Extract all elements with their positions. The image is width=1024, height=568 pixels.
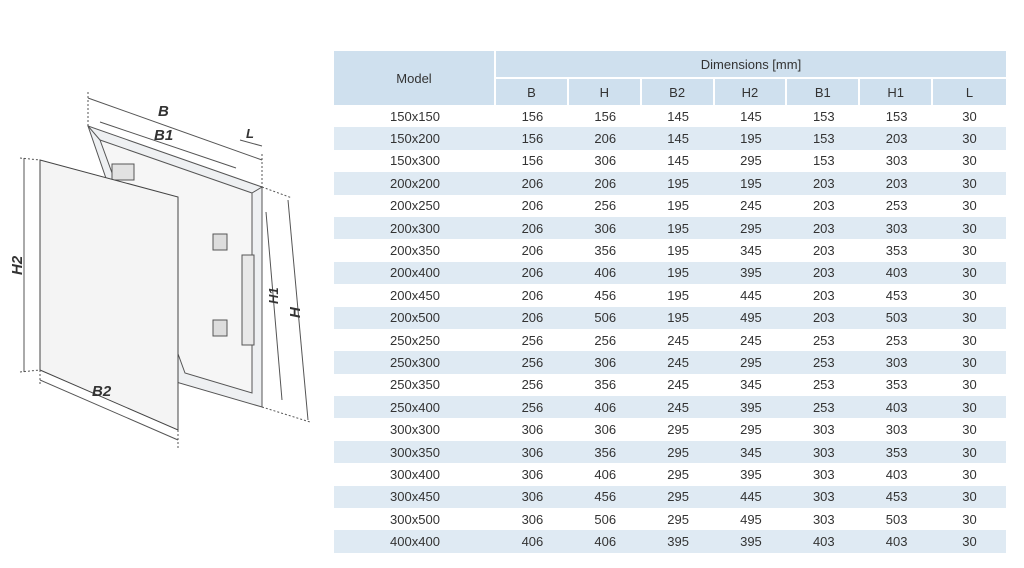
value-cell: 30	[933, 441, 1006, 463]
model-cell: 150x150	[390, 108, 440, 124]
value-cell: 303	[860, 351, 933, 373]
value-cell: 245	[667, 377, 689, 393]
value-cell: 156	[496, 127, 569, 149]
value-cell: 403	[860, 262, 933, 284]
hinge-bottom	[213, 320, 227, 336]
model-cell: 200x300	[334, 217, 496, 239]
value-cell: 203	[787, 217, 860, 239]
latch	[112, 164, 134, 180]
value-cell: 206	[569, 172, 642, 194]
value-cell: 30	[962, 332, 977, 348]
value-cell: 195	[642, 307, 715, 329]
value-cell: 256	[521, 377, 544, 393]
value-cell: 306	[521, 511, 544, 527]
value-cell: 195	[667, 243, 689, 259]
value-cell: 295	[667, 511, 689, 527]
table-row	[334, 217, 1006, 239]
value-cell: 30	[933, 486, 1006, 508]
value-cell: 153	[885, 108, 908, 124]
value-cell: 295	[715, 351, 788, 373]
column-header-b: B	[496, 79, 569, 105]
value-cell: 30	[962, 198, 977, 214]
value-cell: 356	[594, 243, 617, 259]
value-cell: 195	[642, 217, 715, 239]
value-cell: 406	[569, 262, 642, 284]
value-cell: 30	[933, 530, 1006, 552]
column-header-h1: H1	[860, 79, 933, 105]
model-cell: 300x400	[390, 466, 440, 482]
value-cell: 303	[885, 153, 908, 169]
value-cell: 30	[962, 422, 977, 438]
value-cell: 195	[715, 127, 788, 149]
table-row	[334, 127, 1006, 149]
value-cell: 30	[933, 262, 1006, 284]
value-cell: 406	[569, 530, 642, 552]
value-cell: 295	[715, 217, 788, 239]
value-cell: 303	[787, 486, 860, 508]
value-cell: 303	[787, 441, 860, 463]
value-cell: 353	[885, 243, 908, 259]
value-cell: 306	[569, 217, 642, 239]
table-row	[334, 329, 1006, 351]
value-cell: 206	[496, 262, 569, 284]
value-cell: 30	[933, 396, 1006, 418]
label-b2: B2	[92, 383, 112, 400]
column-header-b1: B1	[787, 79, 860, 105]
value-cell: 406	[569, 396, 642, 418]
value-cell: 506	[594, 511, 617, 527]
dimensions-table-container	[334, 51, 1006, 553]
value-cell: 156	[594, 108, 617, 124]
value-cell: 195	[667, 198, 689, 214]
model-cell: 250x300	[334, 351, 496, 373]
model-header: Model	[334, 51, 496, 105]
value-cell: 203	[860, 172, 933, 194]
model-cell: 200x250	[390, 198, 440, 214]
value-cell: 30	[962, 243, 977, 259]
column-header-h2: H2	[715, 79, 788, 105]
value-cell: 406	[594, 466, 617, 482]
model-cell: 200x450	[390, 287, 440, 303]
table-row	[334, 195, 1006, 217]
table-row	[334, 262, 1006, 284]
value-cell: 395	[642, 530, 715, 552]
value-cell: 253	[812, 377, 835, 393]
table-row	[334, 351, 1006, 373]
model-cell: 300x500	[390, 511, 440, 527]
column-header-l: L	[933, 79, 1006, 105]
value-cell: 245	[642, 351, 715, 373]
model-cell: 200x500	[334, 307, 496, 329]
value-cell: 295	[740, 153, 762, 169]
access-panel-drawing	[0, 60, 320, 460]
value-cell: 306	[594, 422, 617, 438]
table-row	[334, 486, 1006, 508]
value-cell: 353	[885, 377, 908, 393]
table-body	[334, 105, 1006, 553]
value-cell: 395	[715, 396, 788, 418]
label-l: L	[246, 126, 254, 141]
value-cell: 503	[885, 511, 908, 527]
value-cell: 453	[885, 287, 908, 303]
value-cell: 445	[740, 287, 762, 303]
value-cell: 203	[787, 307, 860, 329]
value-cell: 256	[594, 198, 617, 214]
value-cell: 153	[812, 153, 835, 169]
value-cell: 30	[933, 172, 1006, 194]
value-cell: 306	[521, 422, 544, 438]
table-row	[334, 463, 1006, 485]
value-cell: 30	[933, 127, 1006, 149]
model-cell: 250x350	[390, 377, 440, 393]
model-cell: 300x450	[334, 486, 496, 508]
value-cell: 156	[521, 153, 544, 169]
value-cell: 30	[962, 466, 977, 482]
model-cell: 200x400	[334, 262, 496, 284]
value-cell: 303	[885, 422, 908, 438]
table-row	[334, 172, 1006, 194]
value-cell: 295	[642, 441, 715, 463]
value-cell: 253	[885, 332, 908, 348]
value-cell: 245	[740, 198, 762, 214]
dimensions-table	[334, 51, 1006, 553]
label-b: B	[158, 103, 169, 120]
hinge-top	[213, 234, 227, 250]
value-cell: 306	[496, 486, 569, 508]
value-cell: 30	[933, 217, 1006, 239]
value-cell: 395	[715, 262, 788, 284]
value-cell: 203	[787, 262, 860, 284]
value-cell: 30	[933, 351, 1006, 373]
value-cell: 303	[860, 217, 933, 239]
value-cell: 295	[642, 486, 715, 508]
value-cell: 306	[569, 351, 642, 373]
value-cell: 30	[962, 511, 977, 527]
table-row	[334, 374, 1006, 396]
value-cell: 403	[885, 466, 908, 482]
value-cell: 506	[569, 307, 642, 329]
model-cell: 250x400	[334, 396, 496, 418]
value-cell: 206	[521, 198, 544, 214]
model-cell: 200x350	[390, 243, 440, 259]
model-cell: 150x200	[334, 127, 496, 149]
value-cell: 30	[962, 108, 977, 124]
value-cell: 345	[715, 441, 788, 463]
model-cell: 150x300	[390, 153, 440, 169]
value-cell: 495	[740, 511, 762, 527]
value-cell: 303	[812, 466, 835, 482]
table-row	[334, 239, 1006, 261]
value-cell: 403	[787, 530, 860, 552]
value-cell: 356	[569, 441, 642, 463]
value-cell: 206	[496, 172, 569, 194]
model-cell: 250x250	[390, 332, 440, 348]
value-cell: 253	[885, 198, 908, 214]
label-h2: H2	[9, 255, 26, 275]
value-cell: 145	[667, 153, 689, 169]
label-h: H	[287, 307, 304, 318]
value-cell: 203	[787, 172, 860, 194]
value-cell: 145	[642, 127, 715, 149]
value-cell: 403	[860, 530, 933, 552]
value-cell: 453	[860, 486, 933, 508]
value-cell: 206	[521, 287, 544, 303]
table-row	[334, 418, 1006, 440]
value-cell: 345	[740, 377, 762, 393]
value-cell: 195	[642, 172, 715, 194]
value-cell: 356	[594, 377, 617, 393]
value-cell: 30	[962, 153, 977, 169]
table-row	[334, 284, 1006, 306]
value-cell: 256	[521, 332, 544, 348]
value-cell: 503	[860, 307, 933, 329]
value-cell: 206	[496, 217, 569, 239]
value-cell: 145	[667, 108, 689, 124]
value-cell: 206	[496, 307, 569, 329]
value-cell: 30	[962, 287, 977, 303]
table-row	[334, 508, 1006, 530]
table-row	[334, 530, 1006, 552]
value-cell: 253	[787, 396, 860, 418]
value-cell: 195	[642, 262, 715, 284]
value-cell: 195	[667, 287, 689, 303]
value-cell: 206	[521, 243, 544, 259]
value-cell: 306	[496, 441, 569, 463]
value-cell: 203	[812, 198, 835, 214]
value-cell: 303	[812, 511, 835, 527]
value-cell: 256	[496, 351, 569, 373]
value-cell: 195	[715, 172, 788, 194]
value-cell: 206	[569, 127, 642, 149]
model-cell: 200x200	[334, 172, 496, 194]
value-cell: 495	[715, 307, 788, 329]
value-cell: 353	[860, 441, 933, 463]
value-cell: 306	[521, 466, 544, 482]
value-cell: 456	[594, 287, 617, 303]
value-cell: 406	[496, 530, 569, 552]
value-cell: 203	[860, 127, 933, 149]
value-cell: 153	[787, 127, 860, 149]
dimensions-group-header: Dimensions [mm]	[496, 51, 1006, 79]
hinge-plate	[242, 255, 254, 345]
table-row	[334, 150, 1006, 172]
value-cell: 345	[740, 243, 762, 259]
value-cell: 253	[787, 351, 860, 373]
value-cell: 245	[667, 332, 689, 348]
value-cell: 145	[740, 108, 762, 124]
value-cell: 403	[860, 396, 933, 418]
value-cell: 395	[740, 466, 762, 482]
value-cell: 245	[642, 396, 715, 418]
label-b1: B1	[154, 127, 174, 144]
value-cell: 303	[812, 422, 835, 438]
table-row	[334, 441, 1006, 463]
value-cell: 253	[812, 332, 835, 348]
value-cell: 295	[667, 466, 689, 482]
value-cell: 30	[933, 307, 1006, 329]
value-cell: 395	[715, 530, 788, 552]
value-cell: 245	[740, 332, 762, 348]
value-cell: 445	[715, 486, 788, 508]
table-row	[334, 396, 1006, 418]
value-cell: 256	[496, 396, 569, 418]
table-row	[334, 105, 1006, 127]
value-cell: 295	[740, 422, 762, 438]
label-h1: H1	[266, 287, 281, 304]
value-cell: 156	[521, 108, 544, 124]
value-cell: 203	[812, 243, 835, 259]
value-cell: 306	[594, 153, 617, 169]
value-cell: 203	[812, 287, 835, 303]
value-cell: 30	[962, 377, 977, 393]
column-header-b2: B2	[642, 79, 715, 105]
value-cell: 153	[812, 108, 835, 124]
model-cell: 400x400	[334, 530, 496, 552]
model-cell: 300x350	[334, 441, 496, 463]
value-cell: 256	[594, 332, 617, 348]
table-row	[334, 307, 1006, 329]
model-cell: 300x300	[390, 422, 440, 438]
value-cell: 456	[569, 486, 642, 508]
column-header-h: H	[569, 79, 642, 105]
value-cell: 295	[667, 422, 689, 438]
